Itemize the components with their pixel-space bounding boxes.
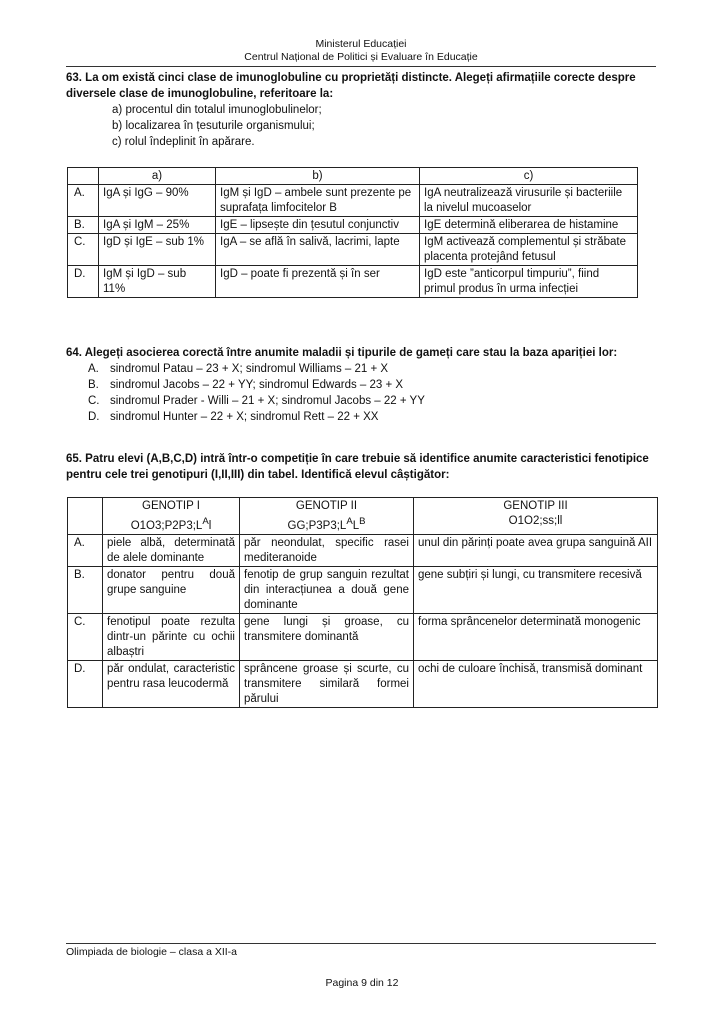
row-label: C. <box>68 613 103 660</box>
table-header-row <box>68 168 638 185</box>
option-d[interactable]: D. sindromul Hunter – 22 + X; sindromul Rett – 22 + XX <box>88 411 379 423</box>
header-cell <box>68 498 103 535</box>
header-cell: a) <box>99 168 216 185</box>
option-a[interactable]: A. sindromul Patau – 23 + X; sindromul Williams – 21 + X <box>88 363 389 375</box>
table-row <box>68 534 658 566</box>
table-row <box>68 234 638 266</box>
table-header-row <box>68 498 658 535</box>
table-cell: IgA și IgM – 25% <box>99 217 216 234</box>
table-row <box>68 185 638 217</box>
table-row <box>68 266 638 298</box>
row-label: B. <box>68 217 99 234</box>
footer-olympiad: Olimpiada de biologie – clasa a XII-a <box>66 946 238 958</box>
table-row <box>68 613 658 660</box>
criterion-a: a) procentul din totalul imunoglobulinelor; <box>112 104 322 116</box>
table-row <box>68 660 658 707</box>
header-cell: b) <box>216 168 420 185</box>
row-label: D. <box>68 266 99 298</box>
criterion-b: b) localizarea în țesuturile organismului; <box>112 120 315 132</box>
genotype-header: GENOTIP I $O1O3;P2P3;L^Al$ <box>103 498 240 535</box>
table-cell: forma sprâncenelor determinată monogenic <box>414 613 658 660</box>
option-b[interactable]: B. sindromul Jacobs – 22 + YY; sindromul Edwards – 23 + X <box>88 379 404 391</box>
table-cell: fenotip de grup sanguin rezultat din interacțiunea a două gene dominante <box>240 566 414 613</box>
question-64-title: 64. Alegeți asocierea corectă între anumite maladii și tipurile de gameți care stau la baza apariției lor: <box>66 347 618 359</box>
table-cell: IgD este ”anticorpul timpuriu”, fiind primul produs în urma infecției <box>420 266 638 298</box>
table-cell: IgM și IgD – sub 11% <box>99 266 216 298</box>
question-64-options <box>66 361 660 425</box>
genotype-header: GENOTIP III O1O2;ss;ll <box>414 498 658 535</box>
genotype-header: GENOTIP II $GG;P3P3;L^AL^B$ <box>240 498 414 535</box>
table-cell: IgM și IgD – ambele sunt prezente pe suprafața limfocitelor B <box>216 185 420 217</box>
table-cell: donator pentru două grupe sanguine <box>103 566 240 613</box>
table-cell: gene lungi și groase, cu transmitere dominantă <box>240 613 414 660</box>
question-65-title: 65. Patru elevi (A,B,C,D) intră într-o competiție în care trebuie să identifice anumite caracteristici fenotipice pentru cele trei genotipuri (I,II,III) din tabel. Identifică elevul câștigător: <box>66 453 649 481</box>
q65-table <box>67 497 658 708</box>
table-cell: piele albă, determinată de alele dominante <box>103 534 240 566</box>
table-cell: IgE determină eliberarea de histamine <box>420 217 638 234</box>
table-cell: IgM activează complementul și străbate placenta protejând fetusul <box>420 234 638 266</box>
table-row <box>68 217 638 234</box>
table-cell: IgE – lipsește din țesutul conjunctiv <box>216 217 420 234</box>
footer-divider <box>66 943 656 944</box>
row-label: D. <box>68 660 103 707</box>
question-65 <box>66 451 660 483</box>
q63-table <box>67 167 638 298</box>
table-cell: sprâncene groase și scurte, cu transmitere similară formei părului <box>240 660 414 707</box>
table-cell: fenotipul poate rezulta dintr-un părinte cu ochii albaștri <box>103 613 240 660</box>
header-cell: c) <box>420 168 638 185</box>
header-divider <box>66 66 656 67</box>
header-cell <box>68 168 99 185</box>
question-63 <box>66 70 660 150</box>
row-label: B. <box>68 566 103 613</box>
question-63-title: 63. La om există cinci clase de imunoglobuline cu proprietăți distincte. Alegeți afirmațiile corecte despre diversele clase de imunoglobuline, referitoare la: <box>66 72 636 100</box>
page-header <box>66 38 656 64</box>
header-center: Centrul Național de Politici și Evaluare în Educație <box>244 51 478 63</box>
table-cell: ochi de culoare închisă, transmisă dominant <box>414 660 658 707</box>
table-cell: IgA și IgG – 90% <box>99 185 216 217</box>
header-ministry: Ministerul Educației <box>315 38 407 50</box>
page-number: Pagina 9 din 12 <box>325 977 399 989</box>
table-cell: IgA neutralizează virusurile și bacteriile la nivelul mucoaselor <box>420 185 638 217</box>
question-64 <box>66 345 660 425</box>
row-label: A. <box>68 185 99 217</box>
question-63-criteria <box>66 102 660 150</box>
option-c[interactable]: C. sindromul Prader - Willi – 21 + X; sindromul Jacobs – 22 + YY <box>88 395 425 407</box>
table-cell: unul din părinți poate avea grupa sanguină AII <box>414 534 658 566</box>
table-cell: gene subțiri și lungi, cu transmitere recesivă <box>414 566 658 613</box>
table-row <box>68 566 658 613</box>
table-cell: IgD și IgE – sub 1% <box>99 234 216 266</box>
table-cell: păr ondulat, caracteristic pentru rasa leucodermă <box>103 660 240 707</box>
table-cell: IgA – se află în salivă, lacrimi, lapte <box>216 234 420 266</box>
row-label: C. <box>68 234 99 266</box>
criterion-c: c) rolul îndeplinit în apărare. <box>112 136 255 148</box>
row-label: A. <box>68 534 103 566</box>
table-cell: păr neondulat, specific rasei mediteranoide <box>240 534 414 566</box>
table-cell: IgD – poate fi prezentă și în ser <box>216 266 420 298</box>
